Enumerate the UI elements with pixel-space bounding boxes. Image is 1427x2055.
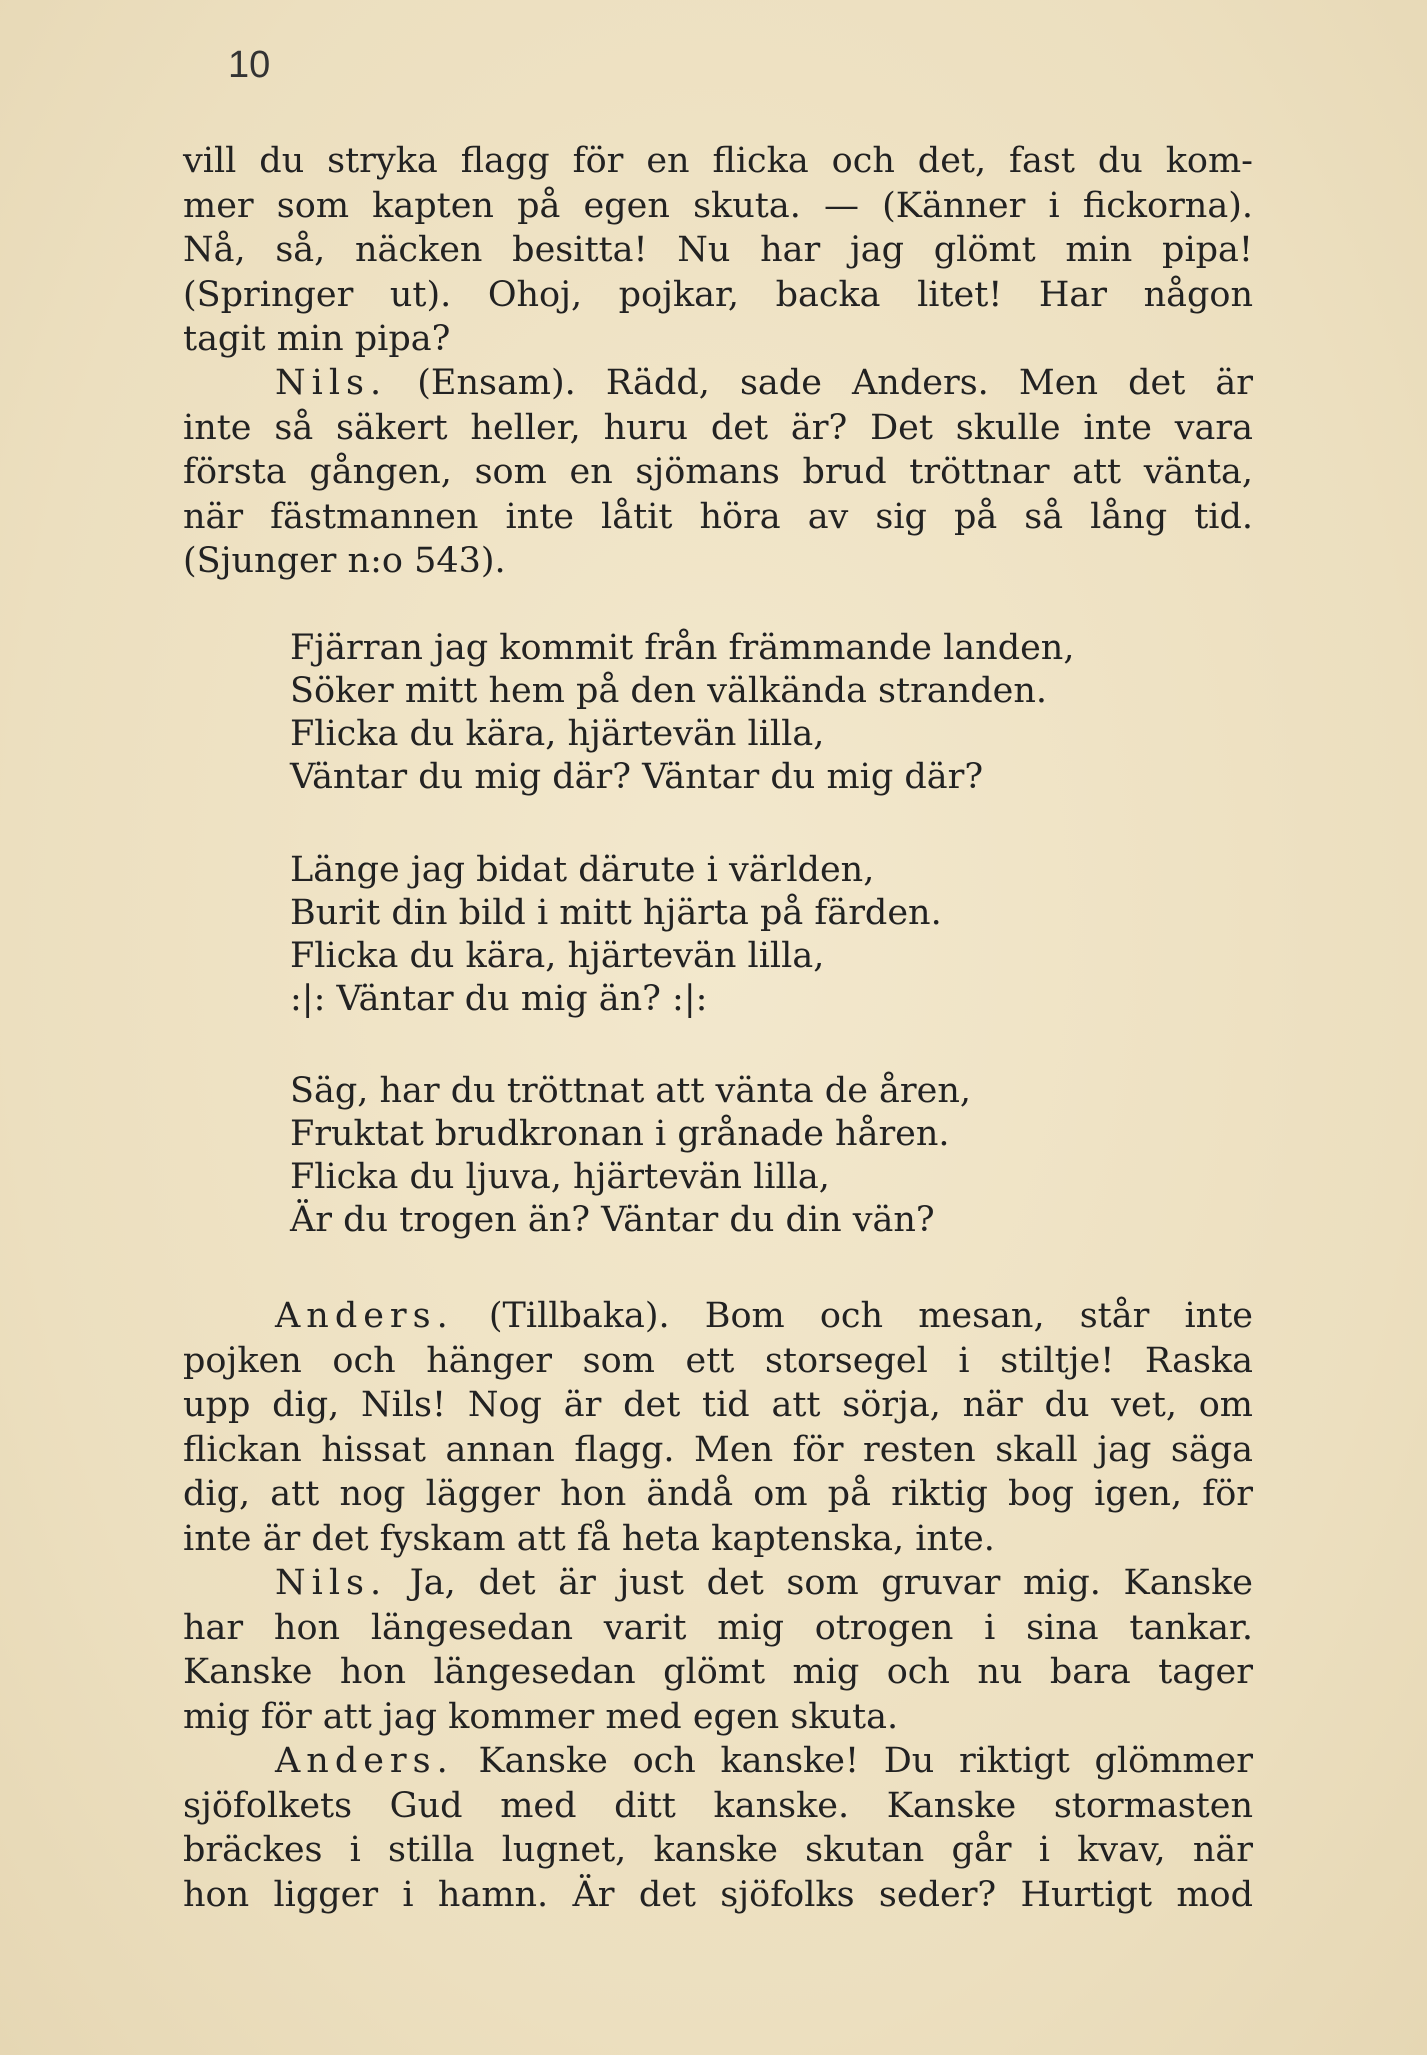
anders-speech-1 — [183, 1294, 1253, 1561]
text-line — [183, 1294, 1253, 1339]
text-line — [183, 1561, 1253, 1606]
text-line: tagit min pipa? — [183, 319, 451, 359]
line-text: (Tillbaka). Bom och mesan, står inte — [488, 1296, 1253, 1336]
nils-speech-1 — [183, 361, 1253, 584]
text-line: bräckes i stilla lugnet, kanske skutan går i kvav, när — [183, 1830, 1253, 1870]
text-line: första gången, som en sjömans brud tröttnar att vänta, — [183, 452, 1253, 492]
text-line: mig för att jag kommer med egen skuta. — [183, 1696, 899, 1737]
verse-line: Fjärran jag kommit från främmande landen, — [290, 628, 1075, 668]
song-verse-1 — [290, 627, 1074, 799]
text-line: vill du stryka flagg för en flicka och det, fast du kom- — [183, 141, 1253, 181]
verse-line: Fruktat brudkronan i grånade håren. — [290, 1114, 950, 1154]
text-line: när fästmannen inte låtit höra av sig på så lång tid. — [183, 496, 1253, 537]
text-line: (Sjunger n:o 543). — [183, 541, 506, 581]
verse-line: Söker mitt hem på den välkända stranden. — [290, 671, 1048, 711]
verse-line: :|: Väntar du mig än? :|: — [290, 979, 708, 1019]
text-line — [183, 1739, 1253, 1784]
text-line: hon ligger i hamn. Är det sjöfolks seder? Hurtigt mod — [183, 1874, 1253, 1915]
line-text: Ja, det är just det som gruvar mig. Kanske — [409, 1563, 1253, 1603]
song-verse-3 — [290, 1070, 971, 1242]
verse-line: Är du trogen än? Väntar du din vän? — [290, 1200, 935, 1240]
text-line: Nå, så, näcken besitta! Nu har jag glömt min pipa! — [183, 230, 1253, 270]
text-line: mer som kapten på egen skuta. — (Känner i fickorna). — [183, 185, 1253, 226]
text-line — [183, 361, 1253, 406]
verse-line: Länge jag bidat därute i världen, — [290, 850, 875, 890]
text-line: inte är det fyskam att få heta kaptenska, inte. — [183, 1518, 995, 1559]
text-line: upp dig, Nils! Nog är det tid att sörja, när du vet, om — [183, 1385, 1253, 1425]
line-text: (Ensam). Rädd, sade Anders. Men det är — [417, 363, 1253, 403]
nils-speech-2 — [183, 1561, 1253, 1739]
verse-line: Säg, har du tröttnat att vänta de åren, — [290, 1071, 972, 1111]
verse-line: Burit din bild i mitt hjärta på färden. — [290, 893, 942, 933]
text-line: flickan hissat annan flagg. Men för resten skall jag säga — [183, 1429, 1253, 1470]
text-line: pojken och hänger som ett storsegel i stiltje! Raska — [183, 1340, 1253, 1381]
anders-speech-2 — [183, 1739, 1253, 1917]
verse-line: Flicka du kära, hjärtevän lilla, — [290, 936, 825, 976]
speaker-name: Anders. — [275, 1741, 454, 1781]
line-text: Kanske och kanske! Du riktigt glömmer — [478, 1741, 1253, 1781]
paragraph-1 — [183, 139, 1253, 362]
text-line: dig, att nog lägger hon ändå om på riktig bog igen, för — [183, 1474, 1253, 1514]
verse-line: Flicka du ljuva, hjärtevän lilla, — [290, 1157, 830, 1197]
speaker-name: Nils. — [275, 1563, 388, 1603]
speaker-name: Nils. — [275, 363, 388, 403]
song-verse-2 — [290, 849, 942, 1021]
text-line: inte så säkert heller, huru det är? Det skulle inte vara — [183, 407, 1253, 448]
speaker-name: Anders. — [275, 1296, 454, 1336]
text-line: Kanske hon längesedan glömt mig och nu bara tager — [183, 1652, 1253, 1692]
text-line: (Springer ut). Ohoj, pojkar, backa litet! Har någon — [183, 274, 1253, 315]
verse-line: Väntar du mig där? Väntar du mig där? — [290, 757, 984, 797]
text-line: sjöfolkets Gud med ditt kanske. Kanske stormasten — [183, 1785, 1253, 1826]
text-line: har hon längesedan varit mig otrogen i sina tankar. — [183, 1607, 1253, 1648]
page-number: 10 — [228, 44, 271, 86]
verse-line: Flicka du kära, hjärtevän lilla, — [290, 714, 825, 754]
